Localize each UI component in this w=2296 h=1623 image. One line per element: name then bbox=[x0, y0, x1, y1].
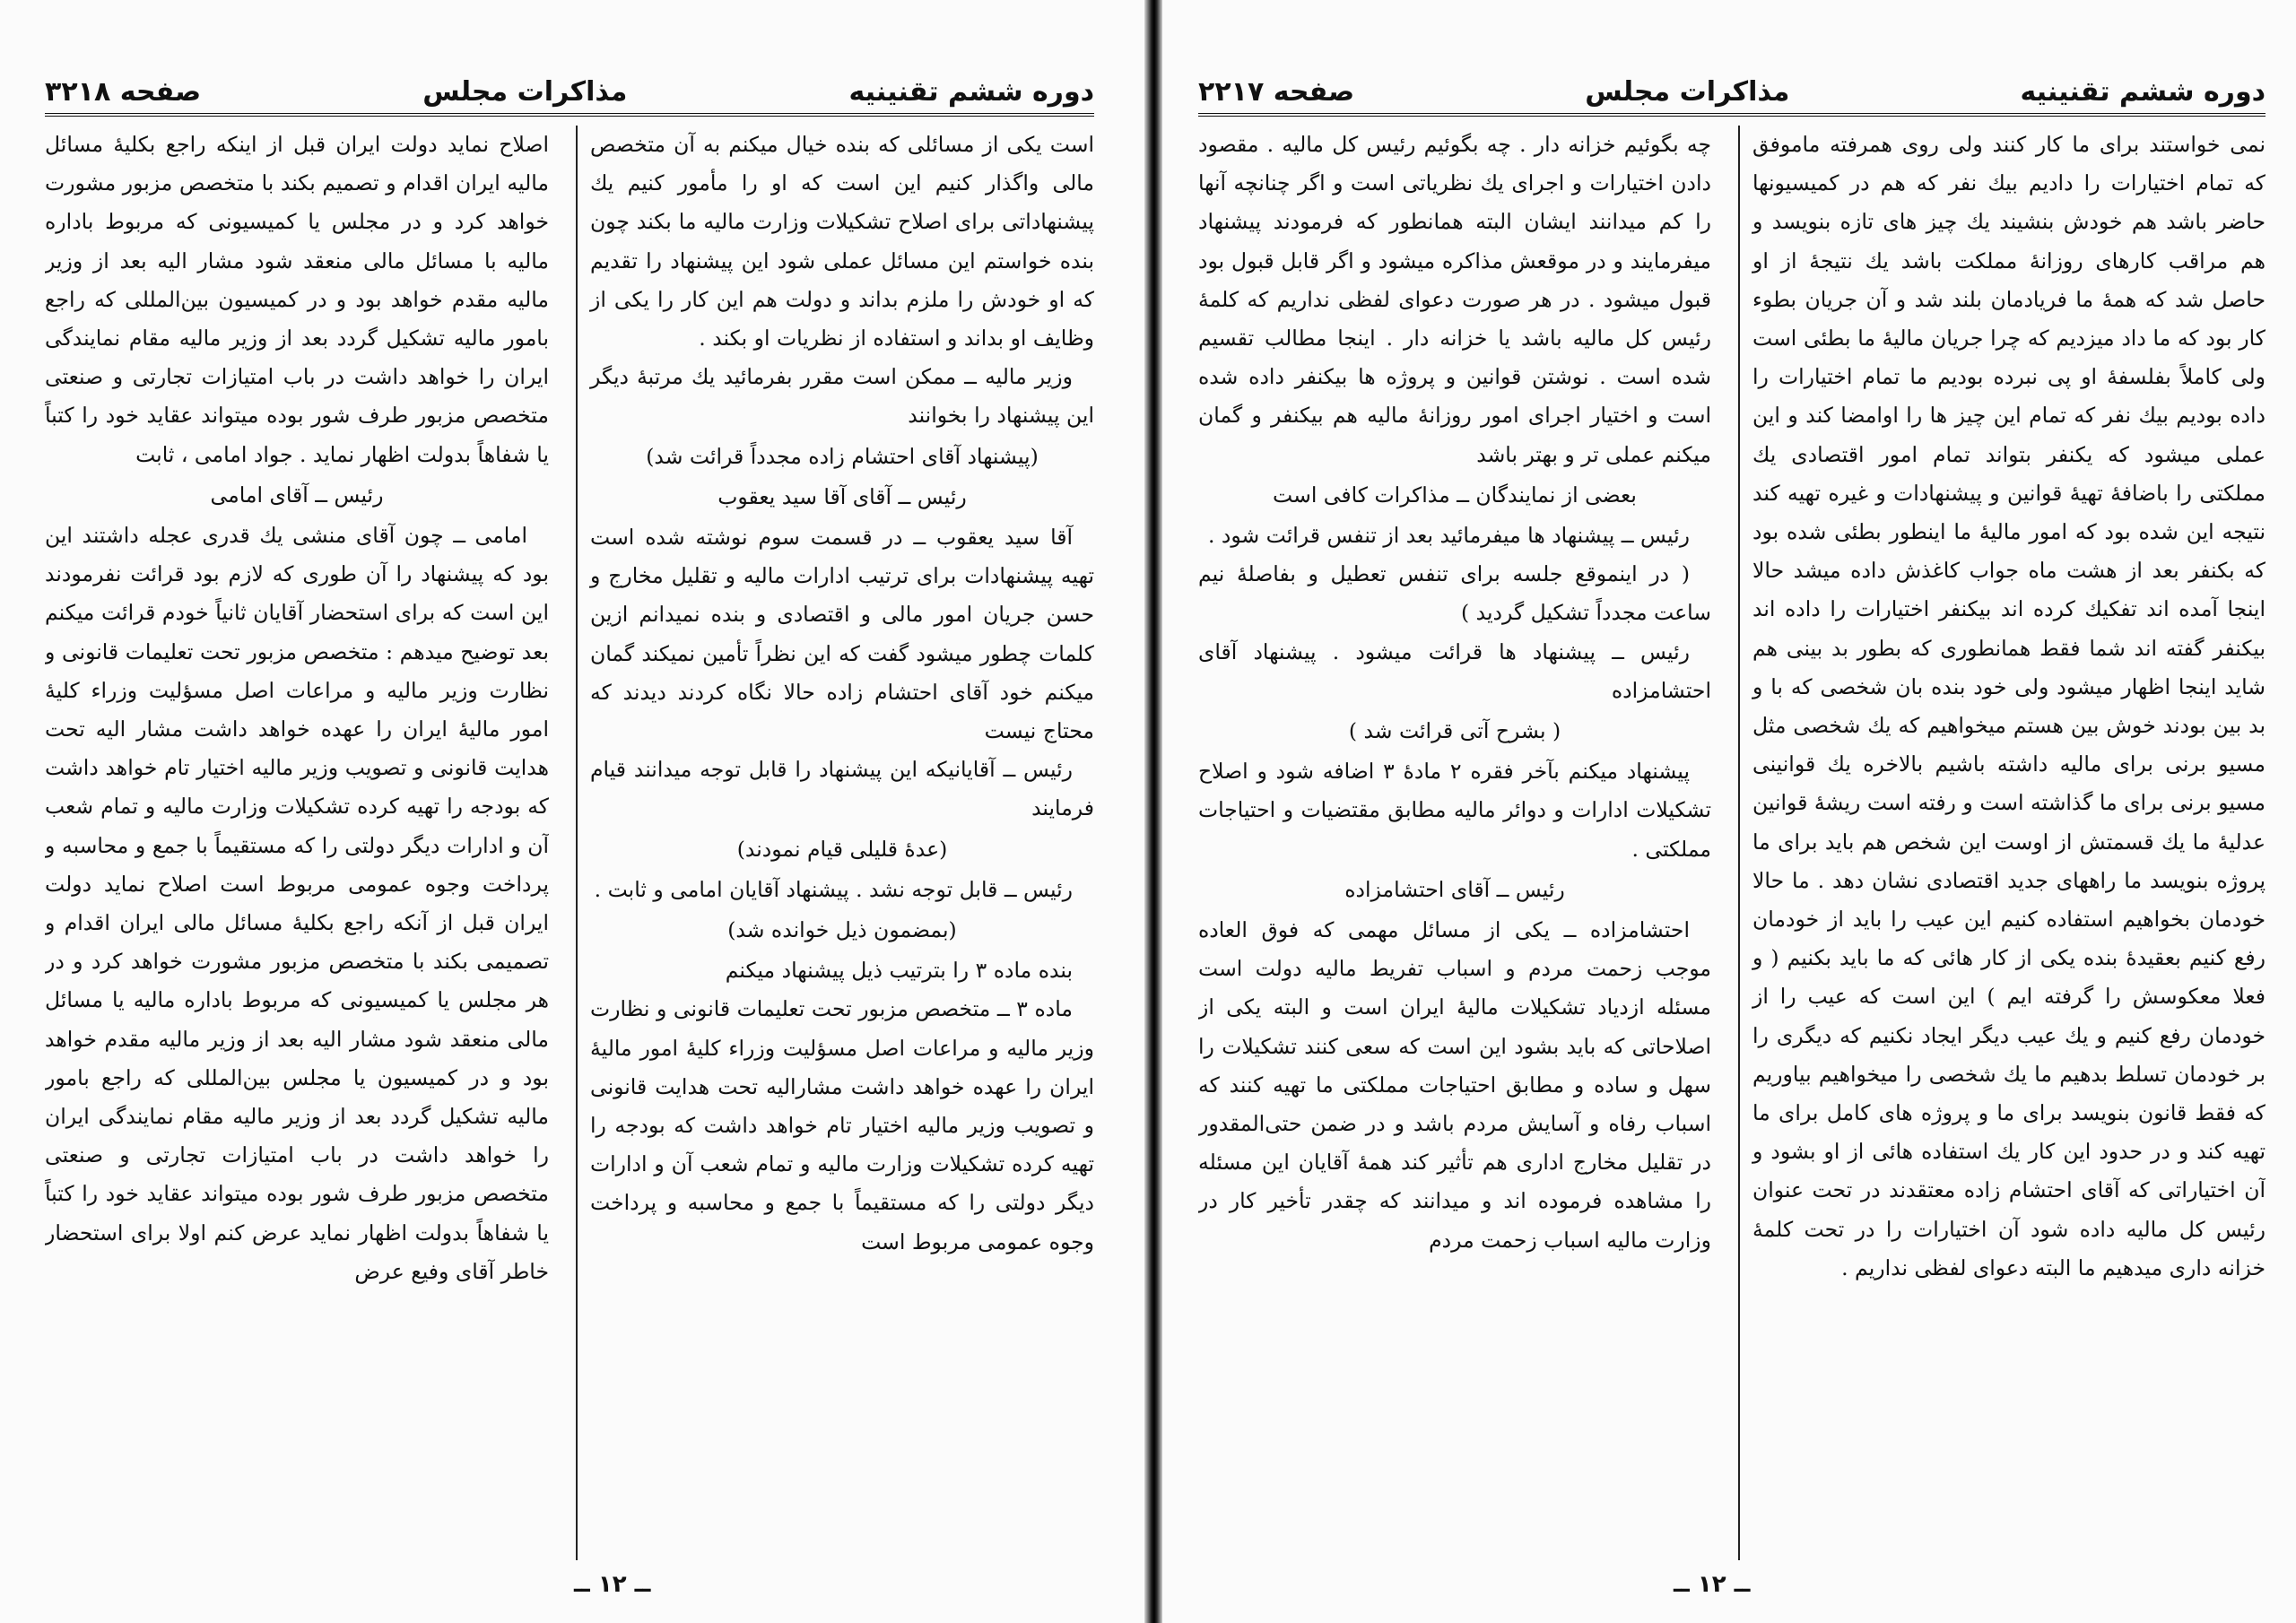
paragraph: چه بگوئیم خزانه دار . چه بگوئیم رئیس کل مالیه . مقصود دادن اختیارات و اجرای یك نظریاتی است و اگر چنانچه آنها را کم میدانند ایشان البته همانطور که فرمودند پیشنهاد میفرمایند و در موقعش مذاکره میشود و اگر قابل قبول بود قبول میشود . در هر صورت دعوای لفظی نداریم که کلمهٔ رئیس کل مالیه باشد یا خزانه دار . اینجا مطالب تقسیم شده است . نوشتن قوانین و پروژه ها بیکنفر داده شده است و اختیار اجرای امور روزانهٔ مالیه هم بیکنفر و گمان میکنم عملی تر و بهتر باشد bbox=[1198, 132, 1711, 467]
paragraph: است یکی از مسائلی که بنده خیال میکنم به آن متخصص مالی واگذار کنیم این است که او را مأمور کنیم یك پیشنهاداتی برای اصلاح تشکیلات وزارت مالیه ما بکند چون بنده خواستم این مسائل عملی شود این پیشنهاد را تقدیم که او خودش را ملزم بداند و دولت هم این کار را یکی از وظایف او بداند و استفاده از نظریات او بکند . bbox=[590, 132, 1094, 352]
left-column-left bbox=[45, 126, 549, 1560]
left-header-title: مذاکرات مجلس bbox=[422, 76, 628, 108]
paragraph: رئیس ــ آقای امامی bbox=[210, 482, 384, 508]
paragraph: رئیس ــ قابل توجه نشد . پیشنهاد آقایان امامی و ثابت . bbox=[594, 876, 1073, 902]
left-running-head bbox=[45, 45, 1094, 117]
paragraph: وزیر مالیه ــ ممکن است مقرر بفرمائید یك مرتبهٔ دیگر این پیشنهاد را بخوانند bbox=[590, 364, 1094, 429]
right-columns bbox=[1198, 126, 2266, 1560]
paragraph: پیشنهاد میکنم بآخر فقره ۲ مادهٔ ۳ اضافه شود و اصلاح تشکیلات ادارات و دوائر مالیه مطابق مقتضیات و احتیاجات مملکتی . bbox=[1198, 759, 1711, 862]
paragraph: رئیس ــ آقایانیکه این پیشنهاد را قابل توجه میدانند قیام فرمایند bbox=[590, 757, 1094, 821]
paragraph: (عدهٔ قلیلی قیام نمودند) bbox=[736, 836, 948, 862]
right-page bbox=[1162, 0, 2296, 1623]
left-session-label: دوره ششم تقنینیه bbox=[848, 76, 1094, 108]
right-header-title: مذاکرات مجلس bbox=[1585, 76, 1790, 108]
paragraph: رئیس ــ آقای آقا سید یعقوب bbox=[718, 483, 967, 509]
right-running-head bbox=[1198, 45, 2266, 117]
right-folio: ــ ۱۲ ــ bbox=[1674, 1571, 1751, 1598]
paragraph: رئیس ــ آقای احتشامزاده bbox=[1344, 876, 1565, 902]
paragraph: رئیس ــ پیشنهاد ها قرائت میشود . پیشنهاد آقای احتشامزاده bbox=[1198, 638, 1711, 703]
paragraph: امامی ــ چون آقای منشی یك قدری عجله داشتند این بود که پیشنهاد را آن طوری که لازم بود قرائت نفرمودند این است که برای استحضار آقایان ثانیاً خودم قرائت میکنم بعد توضیح میدهم : متخصص مزبور تحت تعلیمات قانونی و نظارت وزیر مالیه و مراعات اصل مسؤلیت وزراء کلیهٔ امور مالیهٔ ایران را عهده خواهد داشت مشار الیه تحت هدایت قانونی و تصویب وزیر مالیه اختیار تام خواهد داشت که بودجه را تهیه کرده تشکیلات وزارت مالیه و تمام شعب آن و ادارات دیگر دولتی را که مستقیماً با جمع و محاسبه و پرداخت وجوه عمومی مربوط است اصلاح نماید دولت ایران قبل از آنکه راجع بکلیهٔ مسائل مالی ایران اقدام و تصمیمی بکند با متخصص مزبور مشورت خواهد کرد و در هر مجلس یا کمیسیونی که مربوط باداره مالیه یا مسائل مالی منعقد شود مشار الیه بعد از وزیر مالیه مقدم خواهد بود و در کمیسیون یا مجلس بین‌المللی که راجع بامور مالیه تشکیل گردد بعد از وزیر مالیه مقام نمایندگی ایران را خواهد داشت در باب امتیازات تجارتی و صنعتی متخصص مزبور طرف شور بوده میتواند عقاید خود را کتباً یا شفاهاً بدولت اظهار نماید عرض کنم اولا برای استحضار خاطر آقای وفیع عرض bbox=[45, 523, 549, 1284]
paragraph: (پیشنهاد آقای احتشام زاده مجدداً قرائت شد) bbox=[646, 443, 1039, 469]
right-session-label: دوره ششم تقنینیه bbox=[2020, 76, 2266, 108]
paragraph: (بمضمون ذیل خوانده شد) bbox=[727, 917, 957, 943]
paragraph: رئیس ــ پیشنهاد ها میفرمائید بعد از تنفس قرائت شود . bbox=[1207, 523, 1690, 549]
paragraph: احتشامزاده ــ یکی از مسائل مهمی که فوق العاده موجب زحمت مردم و اسباب تفریط مالیه دولت است مسئله ازدیاد تشکیلات مالیهٔ ایران است و البته یکی از اصلاحاتی که باید بشود این است که سعی کنند تشکیلات را سهل و ساده و مطابق احتیاجات مملکتی ما تهیه کنند که اسباب رفاه و آسایش مردم باشد و در ضمن حتی‌المقدور در تقلیل مخارج اداری هم تأثیر کند همهٔ آقایان این مسئله را مشاهده فرموده اند و میدانند که چقدر تأخیر کار در وزارت مالیه اسباب زحمت مردم bbox=[1198, 917, 1711, 1253]
left-columns bbox=[45, 126, 1094, 1560]
right-page-number: صفحه ۲۲۱۷ bbox=[1198, 76, 1355, 108]
right-column-left bbox=[1198, 126, 1711, 1560]
paragraph: بنده ماده ۳ را بترتیب ذیل پیشنهاد میکنم bbox=[725, 958, 1073, 984]
paragraph: ( بشرح آتی قرائت شد ) bbox=[1348, 718, 1561, 744]
book-gutter bbox=[1144, 0, 1162, 1623]
paragraph: بعضی از نمایندگان ــ مذاکرات کافی است bbox=[1273, 482, 1637, 508]
paragraph: ماده ۳ ــ متخصص مزبور تحت تعلیمات قانونی و نظارت وزیر مالیه و مراعات اصل مسؤلیت وزراء کلیهٔ امور مالیهٔ ایران را عهده خواهد داشت مشارالیه تحت هدایت قانونی و تصویب وزیر مالیه اختیار تام خواهد داشت که بودجه را تهیه کرده تشکیلات وزارت مالیه و تمام شعب آن و ادارات دیگر دولتی را که مستقیماً با جمع و محاسبه و پرداخت وجوه عمومی مربوط است bbox=[590, 996, 1094, 1254]
paragraph: اصلاح نماید دولت ایران قبل از اینکه راجع بکلیهٔ مسائل مالیه ایران اقدام و تصمیم بکند با متخصص مزبور مشورت خواهد کرد و در مجلس یا کمیسیونی که مربوط باداره مالیه با مسائل مالی منعقد شود مشار الیه بعد از وزیر مالیه مقدم خواهد بود و در کمیسیون بین‌المللی که راجع بامور مالیه تشکیل گردد بعد از وزیر مالیه مقام نمایندگی ایران را خواهد داشت در باب امتیازات تجارتی و صنعتی متخصص مزبور طرف شور بوده میتواند عقاید خود را کتباً یا شفاهاً بدولت اظهار نماید . جواد امامی ، ثابت bbox=[45, 132, 549, 467]
paragraph: نمی خواستند برای ما کار کنند ولی روی همرفته ماموفق که تمام اختیارات را دادیم بیك نفر که هم در کمیسیونها حاضر باشد هم خودش بنشیند یك چیز های تازه بنویسد و هم مراقب کارهای روزانهٔ مملکت باشد یك نتیجهٔ از او حاصل شد که همهٔ ما فریادمان بلند شد و آن جریان بطوء کار بود که ما داد میزدیم که چرا جریان مالیهٔ ما بطئی است ولی کاملاً بفلسفهٔ او پی نبرده بودیم ما تمام اختیارات را داده بودیم بیك نفر که تمام این چیز ها را اوامضا کند و این عملی میشود که یکنفر بتواند تمام امور اقتصادی یك مملکتی را باضافهٔ تهیهٔ قوانین و پیشنهادات و غیره تهیه کند نتیجه این شده بود که امور مالیهٔ ما اینطور بطئی شده بود که بکنفر بعد از هشت ماه جواب کاغذش داده میشد حالا اینجا آمده اند تفکیك کرده اند بیکنفر اختیارات را داده اند بیکنفر گفته اند شما فقط همانطوری که بطور بد بینی هم شاید اینجا اظهار میشود ولی خود بنده بان شخصی که با و بد بین بودند خوش بین هستم میخواهیم که یك شخصی مثل مسیو برنی برای مالیه داشته باشیم بالاخره یك قوانینی مسیو برنی برای ما گذاشته است و رفته است ریشهٔ قوانین عدلیهٔ ما یك قسمتش از اوست این شخص هم باید برای ما پروژه بنویسد ما راههای جدید اقتصادی نشان دهد . ما حالا خودمان بخواهیم استفاده کنیم این عیب را باید از خودمان رفع کنیم بعقیدهٔ بنده یکی از کار هائی که ما باید بکنیم ( و فعلا معکوسش را گرفته ایم ) این است که عیب را از خودمان رفع کنیم و یك عیب دیگر ایجاد نکنیم که دیگری را بر خودمان تسلط بدهیم ما یك شخصی را میخواهیم بیاوریم که فقط قانون بنویسد برای ما و پروژه های کامل برای ما تهیه کند و در حدود این کار یك استفاده هائی از او بشود و آن اختیاراتی که آقای احتشام زاده معتقدند در تحت عنوان رئیس کل مالیه داده شود آن اختیارات را در تحت کلمهٔ خزانه داری میدهیم ما البته دعوای لفظی نداریم . bbox=[1752, 132, 2266, 1280]
left-column-right bbox=[576, 126, 1094, 1560]
left-page-number: صفحه ۳۲۱۸ bbox=[45, 76, 202, 108]
paragraph: ( در اینموقع جلسه برای تنفس تعطیل و بفاصلهٔ نیم ساعت مجدداً تشکیل گردید ) bbox=[1198, 561, 1711, 626]
right-column-right bbox=[1738, 126, 2266, 1560]
left-folio: ــ ۱۲ ــ bbox=[574, 1571, 651, 1598]
left-page bbox=[0, 0, 1144, 1623]
paragraph: آقا سید یعقوب ــ در قسمت سوم نوشته شده است تهیه پیشنهادات برای ترتیب ادارات مالیه و تقلیل مخارج و حسن جریان امور مالی و اقتصادی و بنده نمیدانم ازین کلمات چطور میشود گفت که این نظراً تأمین نمیکند گمان میکنم خود آقای احتشام زاده حالا نگاه کردند دیدند که محتاج نیست bbox=[590, 525, 1094, 744]
